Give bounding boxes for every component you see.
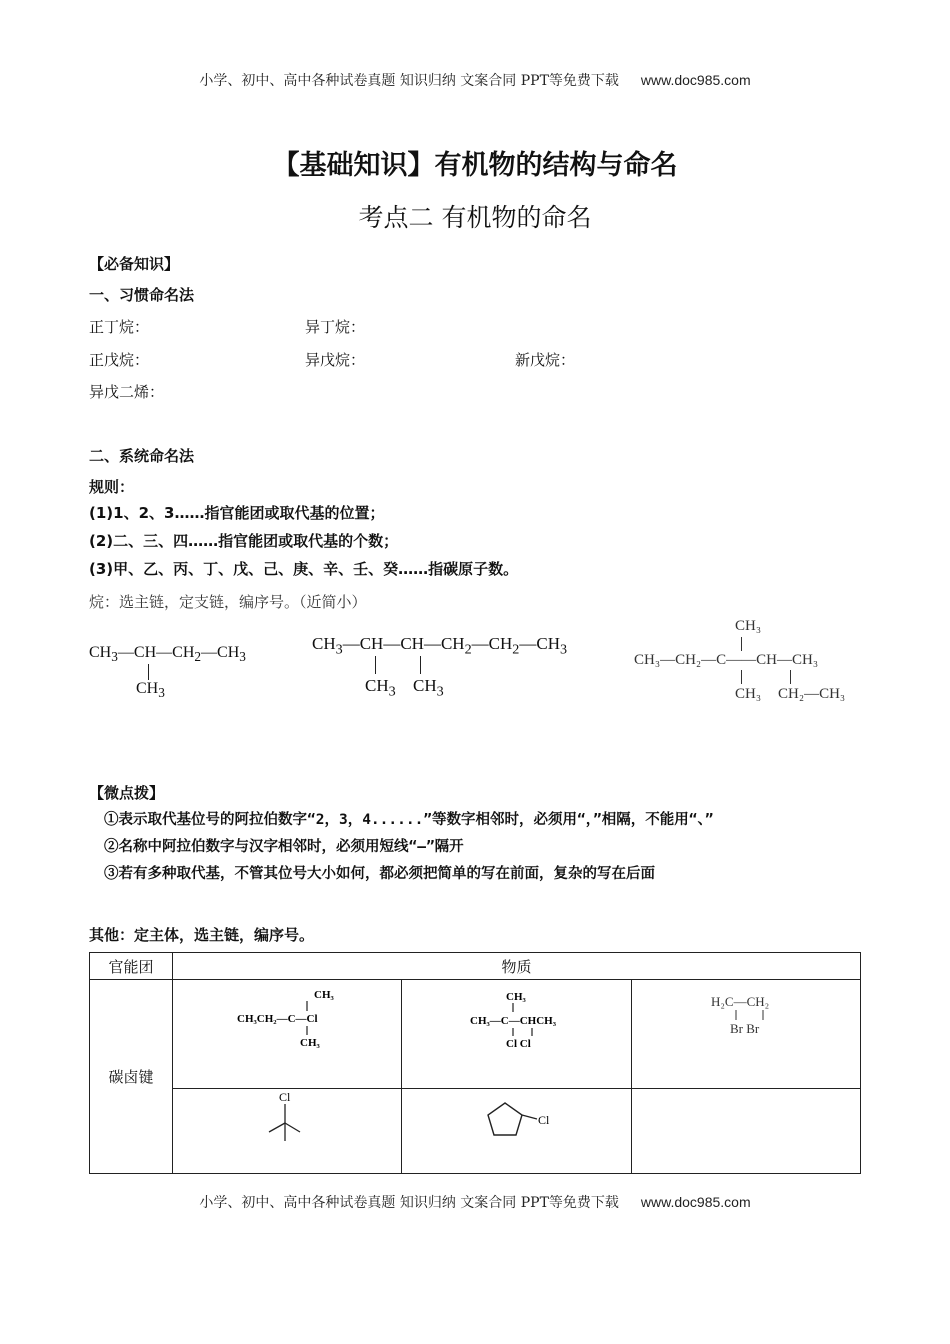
chem-text: CH₂ <box>778 686 805 702</box>
molecule-1-2-dibromoethane <box>632 980 860 1084</box>
tips-heading: 【微点拨】 <box>89 784 165 802</box>
chem-text: CH <box>172 644 195 661</box>
chem-text: CH <box>217 644 240 661</box>
molecule-tert-butyl-chloride <box>173 1089 401 1169</box>
branch-methyl <box>136 680 165 701</box>
rules-label: 规则： <box>89 478 135 496</box>
molecule-chlorocyclopentane <box>402 1089 630 1169</box>
footer-text: 小学、初中、高中各种试卷真题 知识归纳 文案合同 PPT等免费下载 <box>199 1195 619 1211</box>
page-footer <box>0 1192 950 1212</box>
isoprene-label: 异戊二烯： <box>89 383 165 401</box>
branch-methyl <box>413 676 444 700</box>
footer-url[interactable]: www.doc985.com <box>640 1194 751 1210</box>
tip-3: ③若有多种取代基，不管其位号大小如何，都必须把简单的写在前面，复杂的写在后面 <box>104 866 655 882</box>
mol2-top: CH₃ <box>506 991 527 1003</box>
chem-sub: 2 <box>464 641 472 658</box>
iso-butane-label: 异丁烷： <box>305 318 366 336</box>
mol5-cl: Cl <box>538 1113 550 1127</box>
chem-text: CH₂ <box>675 652 702 668</box>
page-subtitle: 考点二 有机物的命名 <box>358 203 592 232</box>
mol2-main: CH₃—C—CHCH₃ <box>470 1015 557 1027</box>
chem-text: CH <box>413 676 437 695</box>
chem-text: CH <box>133 644 157 661</box>
mol4-cl: Cl <box>279 1090 291 1104</box>
neo-pentane-label: 新戊烷： <box>515 351 576 369</box>
chem-text: CH <box>440 634 465 653</box>
chem-text: CH <box>89 644 112 661</box>
chem-sub: 2 <box>512 641 520 658</box>
chem-text: CH <box>136 680 159 697</box>
chem-text: CH <box>365 676 389 695</box>
tip-1: ①表示取代基位号的阿拉伯数字“2，3，4......”等数字相邻时，必须用“，”相隔，不能用“、” <box>104 812 714 828</box>
mol2-bottom: Cl Cl <box>506 1038 532 1050</box>
iso-pentane-label: 异戊烷： <box>305 351 366 369</box>
common-naming-heading: 一、习惯命名法 <box>89 286 195 304</box>
functional-group-table <box>89 952 861 1174</box>
branch-methyl-top: CH₃ <box>735 618 762 634</box>
mol1-main: CH₃CH₂—C—Cl <box>237 1013 318 1025</box>
molecule-cell-1 <box>173 980 402 1089</box>
branch-methyl-bottom: CH₃ <box>735 686 762 702</box>
chem-sub: 2 <box>194 649 202 665</box>
rule-3: (3)甲、乙、丙、丁、戊、己、庚、辛、壬、癸……指碳原子数。 <box>89 560 519 578</box>
rule-2: (2)二、三、四……指官能团或取代基的个数； <box>89 532 399 550</box>
chem-sub: 3 <box>388 683 396 700</box>
bond-vertical <box>741 637 742 651</box>
chem-sub: 3 <box>158 685 165 701</box>
rule-1: (1)1、2、3……指官能团或取代基的位置； <box>89 504 385 522</box>
molecule-cell-empty <box>631 1089 860 1174</box>
chem-sub: 3 <box>239 649 246 665</box>
chem-text: CH <box>756 652 778 668</box>
bond-vertical <box>790 670 791 684</box>
tip-2: ②名称中阿拉伯数字与汉字相邻时，必须用短线“—”隔开 <box>104 839 464 855</box>
structure-2-methylbutane: $CH_3—CH—CH_2—CH_3$ <box>89 644 246 665</box>
chem-sub: 3 <box>436 683 444 700</box>
chem-sub: 3 <box>111 649 118 665</box>
mol1-top: CH₃ <box>314 989 334 1001</box>
bond-vertical <box>741 670 742 684</box>
molecule-2-chloro-2-methylbutane <box>173 980 401 1084</box>
chem-text: CH <box>400 634 424 653</box>
page-title: 【基础知识】有机物的结构与命名 <box>272 150 678 181</box>
group-carbon-halogen: 碳卤键 <box>90 980 173 1174</box>
header-url[interactable]: www.doc985.com <box>640 72 751 88</box>
mol3-top: H₂C—CH₂ <box>710 994 769 1009</box>
page-header <box>0 70 950 90</box>
chem-sub: 3 <box>335 641 343 658</box>
structure-main-chain-3: CH₃—CH₂—C——CH—CH₃ <box>634 652 819 668</box>
structure-2-3-dimethylhexane: $CH_3—CH—CH—CH_2—CH_2—CH_3$ <box>312 634 568 658</box>
molecule-cell-5 <box>402 1089 631 1174</box>
chem-sub: 3 <box>559 641 568 658</box>
branch-ethyl: CH₂—CH₃ <box>778 686 846 702</box>
molecule-cell-4 <box>173 1089 402 1174</box>
chem-text: CH <box>536 634 560 653</box>
chem-text: CH₃ <box>634 652 661 668</box>
section-required-knowledge: 【必备知识】 <box>89 255 180 273</box>
molecule-cell-2 <box>402 980 631 1089</box>
branch-methyl <box>365 676 396 700</box>
chem-text: CH <box>312 634 336 653</box>
systematic-naming-heading: 二、系统命名法 <box>89 447 195 465</box>
chem-text: CH₃ <box>792 652 819 668</box>
molecule-cell-3 <box>631 980 860 1089</box>
other-rule: 其他：定主体，选主链，编序号。 <box>89 926 315 944</box>
header-text: 小学、初中、高中各种试卷真题 知识归纳 文案合同 PPT等免费下载 <box>199 73 619 89</box>
chem-text: CH <box>488 634 513 653</box>
mol1-bottom: CH₃ <box>300 1037 320 1049</box>
molecule-2-3-dichloro-2-methylbutane <box>402 980 630 1084</box>
alkane-rule: 烷：选主链，定支链，编序号。（近简小） <box>89 593 367 611</box>
chem-text: C <box>716 652 727 668</box>
chem-text: CH₃ <box>819 686 846 702</box>
bond-vertical <box>148 664 149 680</box>
bond-vertical <box>420 656 421 674</box>
table-header-group: 官能团 <box>90 953 173 980</box>
table-header-substance: 物质 <box>173 953 861 980</box>
mol3-bottom: Br Br <box>729 1021 759 1036</box>
n-butane-label: 正丁烷： <box>89 318 150 336</box>
chem-text: CH <box>359 634 384 653</box>
bond-vertical <box>375 656 376 674</box>
n-pentane-label: 正戊烷： <box>89 351 150 369</box>
